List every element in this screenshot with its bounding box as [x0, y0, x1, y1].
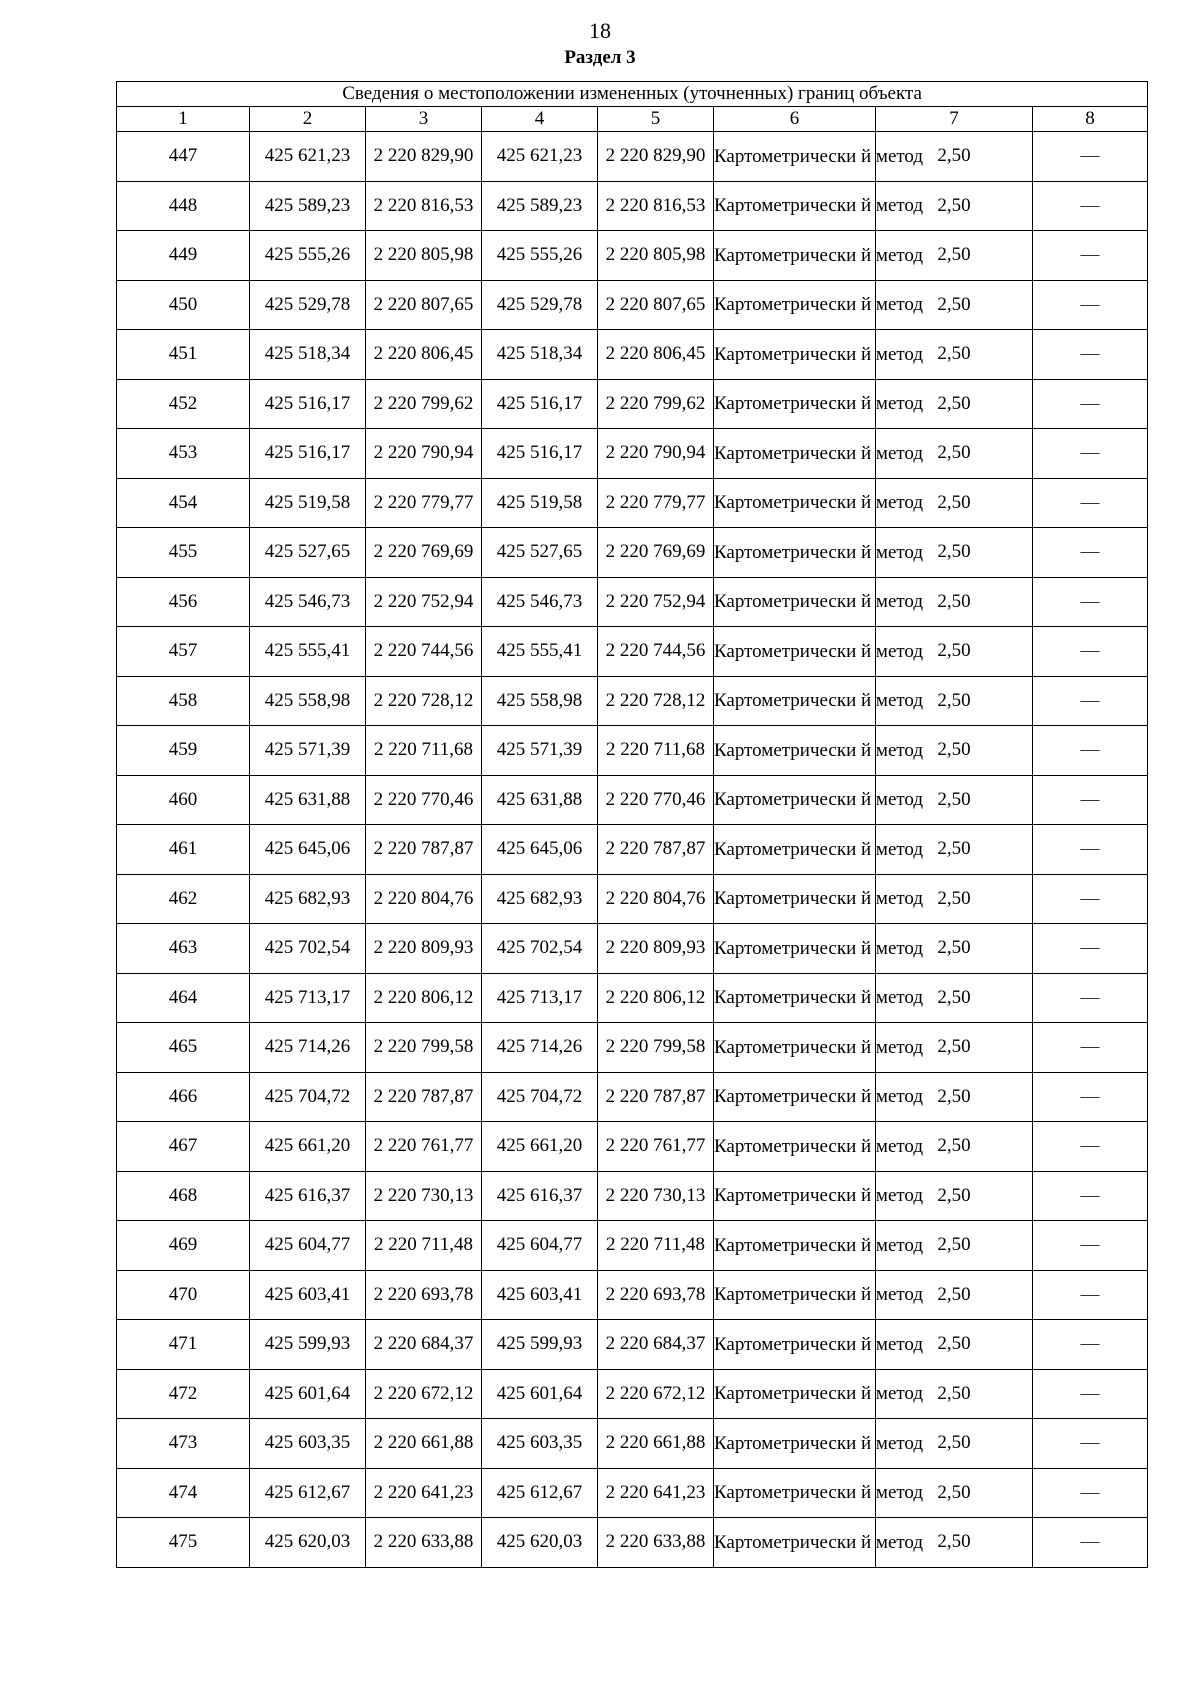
accuracy-cell: 2,50	[876, 280, 1033, 330]
column-number: 4	[482, 107, 598, 132]
note-cell: —	[1033, 1369, 1148, 1419]
existing-x-cell: 425 516,17	[250, 379, 366, 429]
refined-y-cell: 2 220 693,78	[598, 1270, 714, 1320]
table-row	[117, 478, 1148, 528]
note-cell: —	[1033, 726, 1148, 776]
column-number: 7	[876, 107, 1033, 132]
table-row	[117, 1122, 1148, 1172]
accuracy-cell: 2,50	[876, 627, 1033, 677]
note-cell: —	[1033, 627, 1148, 677]
column-number: 3	[366, 107, 482, 132]
note-cell: —	[1033, 1221, 1148, 1271]
existing-x-cell: 425 682,93	[250, 874, 366, 924]
column-number: 8	[1033, 107, 1148, 132]
table-caption: Сведения о местоположении измененных (уточненных) границ объекта	[117, 82, 1148, 107]
point-number-cell: 457	[117, 627, 250, 677]
method-cell: Картометрически й метод	[714, 1468, 876, 1518]
existing-y-cell: 2 220 752,94	[366, 577, 482, 627]
note-cell: —	[1033, 181, 1148, 231]
accuracy-cell: 2,50	[876, 1072, 1033, 1122]
accuracy-cell: 2,50	[876, 726, 1033, 776]
note-cell: —	[1033, 1171, 1148, 1221]
point-number-cell: 474	[117, 1468, 250, 1518]
refined-x-cell: 425 527,65	[482, 528, 598, 578]
method-cell: Картометрически й метод	[714, 1419, 876, 1469]
refined-y-cell: 2 220 633,88	[598, 1518, 714, 1568]
table-row	[117, 181, 1148, 231]
note-cell: —	[1033, 280, 1148, 330]
accuracy-cell: 2,50	[876, 231, 1033, 281]
column-number-row	[117, 107, 1148, 132]
existing-y-cell: 2 220 684,37	[366, 1320, 482, 1370]
note-cell: —	[1033, 676, 1148, 726]
existing-x-cell: 425 714,26	[250, 1023, 366, 1073]
existing-x-cell: 425 661,20	[250, 1122, 366, 1172]
existing-y-cell: 2 220 672,12	[366, 1369, 482, 1419]
refined-y-cell: 2 220 730,13	[598, 1171, 714, 1221]
refined-x-cell: 425 702,54	[482, 924, 598, 974]
table-row	[117, 429, 1148, 479]
note-cell: —	[1033, 1023, 1148, 1073]
table-row	[117, 874, 1148, 924]
table-row	[117, 231, 1148, 281]
existing-y-cell: 2 220 633,88	[366, 1518, 482, 1568]
accuracy-cell: 2,50	[876, 1023, 1033, 1073]
existing-x-cell: 425 603,35	[250, 1419, 366, 1469]
refined-y-cell: 2 220 809,93	[598, 924, 714, 974]
method-cell: Картометрически й метод	[714, 1221, 876, 1271]
accuracy-cell: 2,50	[876, 1122, 1033, 1172]
table-row	[117, 676, 1148, 726]
column-number: 6	[714, 107, 876, 132]
refined-x-cell: 425 616,37	[482, 1171, 598, 1221]
existing-x-cell: 425 555,41	[250, 627, 366, 677]
refined-y-cell: 2 220 728,12	[598, 676, 714, 726]
accuracy-cell: 2,50	[876, 1468, 1033, 1518]
refined-x-cell: 425 599,93	[482, 1320, 598, 1370]
note-cell: —	[1033, 231, 1148, 281]
existing-y-cell: 2 220 829,90	[366, 132, 482, 182]
accuracy-cell: 2,50	[876, 1518, 1033, 1568]
accuracy-cell: 2,50	[876, 1171, 1033, 1221]
point-number-cell: 455	[117, 528, 250, 578]
refined-x-cell: 425 555,41	[482, 627, 598, 677]
refined-y-cell: 2 220 790,94	[598, 429, 714, 479]
existing-y-cell: 2 220 787,87	[366, 1072, 482, 1122]
existing-x-cell: 425 546,73	[250, 577, 366, 627]
point-number-cell: 453	[117, 429, 250, 479]
existing-x-cell: 425 713,17	[250, 973, 366, 1023]
refined-y-cell: 2 220 744,56	[598, 627, 714, 677]
accuracy-cell: 2,50	[876, 478, 1033, 528]
method-cell: Картометрически й метод	[714, 775, 876, 825]
existing-x-cell: 425 702,54	[250, 924, 366, 974]
refined-x-cell: 425 661,20	[482, 1122, 598, 1172]
refined-y-cell: 2 220 711,48	[598, 1221, 714, 1271]
table-row	[117, 1419, 1148, 1469]
note-cell: —	[1033, 1320, 1148, 1370]
refined-x-cell: 425 631,88	[482, 775, 598, 825]
refined-y-cell: 2 220 672,12	[598, 1369, 714, 1419]
point-number-cell: 447	[117, 132, 250, 182]
existing-y-cell: 2 220 693,78	[366, 1270, 482, 1320]
table-row	[117, 1468, 1148, 1518]
existing-x-cell: 425 616,37	[250, 1171, 366, 1221]
accuracy-cell: 2,50	[876, 181, 1033, 231]
refined-y-cell: 2 220 804,76	[598, 874, 714, 924]
existing-y-cell: 2 220 779,77	[366, 478, 482, 528]
existing-x-cell: 425 555,26	[250, 231, 366, 281]
existing-x-cell: 425 601,64	[250, 1369, 366, 1419]
refined-y-cell: 2 220 770,46	[598, 775, 714, 825]
note-cell: —	[1033, 132, 1148, 182]
refined-x-cell: 425 516,17	[482, 429, 598, 479]
existing-y-cell: 2 220 711,48	[366, 1221, 482, 1271]
refined-x-cell: 425 558,98	[482, 676, 598, 726]
point-number-cell: 471	[117, 1320, 250, 1370]
refined-y-cell: 2 220 799,58	[598, 1023, 714, 1073]
column-number: 2	[250, 107, 366, 132]
method-cell: Картометрически й метод	[714, 726, 876, 776]
note-cell: —	[1033, 924, 1148, 974]
existing-x-cell: 425 604,77	[250, 1221, 366, 1271]
table-row	[117, 726, 1148, 776]
refined-y-cell: 2 220 805,98	[598, 231, 714, 281]
point-number-cell: 454	[117, 478, 250, 528]
table-row	[117, 1369, 1148, 1419]
method-cell: Картометрически й метод	[714, 973, 876, 1023]
accuracy-cell: 2,50	[876, 379, 1033, 429]
table-row	[117, 330, 1148, 380]
method-cell: Картометрически й метод	[714, 627, 876, 677]
accuracy-cell: 2,50	[876, 330, 1033, 380]
existing-x-cell: 425 603,41	[250, 1270, 366, 1320]
point-number-cell: 458	[117, 676, 250, 726]
refined-y-cell: 2 220 769,69	[598, 528, 714, 578]
accuracy-cell: 2,50	[876, 874, 1033, 924]
column-number: 5	[598, 107, 714, 132]
existing-x-cell: 425 620,03	[250, 1518, 366, 1568]
table-row	[117, 1320, 1148, 1370]
point-number-cell: 461	[117, 825, 250, 875]
existing-y-cell: 2 220 790,94	[366, 429, 482, 479]
refined-x-cell: 425 518,34	[482, 330, 598, 380]
existing-y-cell: 2 220 799,58	[366, 1023, 482, 1073]
accuracy-cell: 2,50	[876, 132, 1033, 182]
accuracy-cell: 2,50	[876, 1320, 1033, 1370]
table-row	[117, 825, 1148, 875]
method-cell: Картометрически й метод	[714, 330, 876, 380]
refined-x-cell: 425 682,93	[482, 874, 598, 924]
refined-x-cell: 425 603,35	[482, 1419, 598, 1469]
table-row	[117, 1221, 1148, 1271]
refined-x-cell: 425 519,58	[482, 478, 598, 528]
existing-y-cell: 2 220 761,77	[366, 1122, 482, 1172]
method-cell: Картометрически й метод	[714, 429, 876, 479]
existing-x-cell: 425 558,98	[250, 676, 366, 726]
refined-y-cell: 2 220 806,12	[598, 973, 714, 1023]
refined-x-cell: 425 571,39	[482, 726, 598, 776]
accuracy-cell: 2,50	[876, 528, 1033, 578]
table-row	[117, 280, 1148, 330]
refined-y-cell: 2 220 799,62	[598, 379, 714, 429]
accuracy-cell: 2,50	[876, 577, 1033, 627]
point-number-cell: 448	[117, 181, 250, 231]
point-number-cell: 473	[117, 1419, 250, 1469]
point-number-cell: 460	[117, 775, 250, 825]
existing-x-cell: 425 612,67	[250, 1468, 366, 1518]
accuracy-cell: 2,50	[876, 676, 1033, 726]
method-cell: Картометрически й метод	[714, 181, 876, 231]
existing-y-cell: 2 220 770,46	[366, 775, 482, 825]
refined-y-cell: 2 220 806,45	[598, 330, 714, 380]
refined-x-cell: 425 603,41	[482, 1270, 598, 1320]
accuracy-cell: 2,50	[876, 775, 1033, 825]
existing-x-cell: 425 571,39	[250, 726, 366, 776]
table-row	[117, 528, 1148, 578]
note-cell: —	[1033, 577, 1148, 627]
table-row	[117, 577, 1148, 627]
point-number-cell: 459	[117, 726, 250, 776]
accuracy-cell: 2,50	[876, 1419, 1033, 1469]
method-cell: Картометрически й метод	[714, 379, 876, 429]
point-number-cell: 466	[117, 1072, 250, 1122]
refined-y-cell: 2 220 787,87	[598, 825, 714, 875]
refined-x-cell: 425 589,23	[482, 181, 598, 231]
point-number-cell: 467	[117, 1122, 250, 1172]
note-cell: —	[1033, 775, 1148, 825]
method-cell: Картометрически й метод	[714, 1171, 876, 1221]
refined-x-cell: 425 621,23	[482, 132, 598, 182]
refined-y-cell: 2 220 761,77	[598, 1122, 714, 1172]
column-number: 1	[117, 107, 250, 132]
accuracy-cell: 2,50	[876, 1270, 1033, 1320]
table-row	[117, 1518, 1148, 1568]
refined-x-cell: 425 645,06	[482, 825, 598, 875]
table-row	[117, 775, 1148, 825]
existing-y-cell: 2 220 805,98	[366, 231, 482, 281]
table-body	[117, 132, 1148, 1568]
table-row	[117, 132, 1148, 182]
method-cell: Картометрически й метод	[714, 577, 876, 627]
boundary-coordinates-table	[116, 81, 1148, 1568]
point-number-cell: 465	[117, 1023, 250, 1073]
existing-y-cell: 2 220 769,69	[366, 528, 482, 578]
method-cell: Картометрически й метод	[714, 528, 876, 578]
existing-x-cell: 425 527,65	[250, 528, 366, 578]
note-cell: —	[1033, 1468, 1148, 1518]
point-number-cell: 463	[117, 924, 250, 974]
method-cell: Картометрически й метод	[714, 1122, 876, 1172]
refined-x-cell: 425 620,03	[482, 1518, 598, 1568]
method-cell: Картометрически й метод	[714, 1270, 876, 1320]
table-row	[117, 1270, 1148, 1320]
note-cell: —	[1033, 429, 1148, 479]
method-cell: Картометрически й метод	[714, 1320, 876, 1370]
refined-y-cell: 2 220 807,65	[598, 280, 714, 330]
note-cell: —	[1033, 1518, 1148, 1568]
method-cell: Картометрически й метод	[714, 478, 876, 528]
existing-y-cell: 2 220 806,45	[366, 330, 482, 380]
existing-x-cell: 425 589,23	[250, 181, 366, 231]
refined-x-cell: 425 516,17	[482, 379, 598, 429]
refined-x-cell: 425 555,26	[482, 231, 598, 281]
refined-x-cell: 425 604,77	[482, 1221, 598, 1271]
method-cell: Картометрически й метод	[714, 1369, 876, 1419]
existing-y-cell: 2 220 744,56	[366, 627, 482, 677]
table-row	[117, 379, 1148, 429]
point-number-cell: 468	[117, 1171, 250, 1221]
point-number-cell: 472	[117, 1369, 250, 1419]
note-cell: —	[1033, 330, 1148, 380]
accuracy-cell: 2,50	[876, 825, 1033, 875]
existing-y-cell: 2 220 661,88	[366, 1419, 482, 1469]
note-cell: —	[1033, 528, 1148, 578]
note-cell: —	[1033, 1122, 1148, 1172]
note-cell: —	[1033, 874, 1148, 924]
accuracy-cell: 2,50	[876, 1369, 1033, 1419]
existing-x-cell: 425 516,17	[250, 429, 366, 479]
existing-y-cell: 2 220 787,87	[366, 825, 482, 875]
note-cell: —	[1033, 1419, 1148, 1469]
note-cell: —	[1033, 973, 1148, 1023]
note-cell: —	[1033, 379, 1148, 429]
point-number-cell: 449	[117, 231, 250, 281]
method-cell: Картометрически й метод	[714, 1518, 876, 1568]
refined-x-cell: 425 601,64	[482, 1369, 598, 1419]
table-row	[117, 1171, 1148, 1221]
method-cell: Картометрически й метод	[714, 874, 876, 924]
method-cell: Картометрически й метод	[714, 1072, 876, 1122]
table-caption-row	[117, 82, 1148, 107]
existing-y-cell: 2 220 816,53	[366, 181, 482, 231]
existing-x-cell: 425 631,88	[250, 775, 366, 825]
existing-y-cell: 2 220 641,23	[366, 1468, 482, 1518]
point-number-cell: 462	[117, 874, 250, 924]
note-cell: —	[1033, 478, 1148, 528]
method-cell: Картометрически й метод	[714, 280, 876, 330]
existing-x-cell: 425 704,72	[250, 1072, 366, 1122]
refined-x-cell: 425 529,78	[482, 280, 598, 330]
note-cell: —	[1033, 1072, 1148, 1122]
refined-y-cell: 2 220 752,94	[598, 577, 714, 627]
refined-y-cell: 2 220 829,90	[598, 132, 714, 182]
table-row	[117, 973, 1148, 1023]
existing-y-cell: 2 220 728,12	[366, 676, 482, 726]
refined-x-cell: 425 704,72	[482, 1072, 598, 1122]
note-cell: —	[1033, 825, 1148, 875]
method-cell: Картометрически й метод	[714, 231, 876, 281]
method-cell: Картометрически й метод	[714, 676, 876, 726]
existing-y-cell: 2 220 730,13	[366, 1171, 482, 1221]
existing-y-cell: 2 220 809,93	[366, 924, 482, 974]
refined-y-cell: 2 220 684,37	[598, 1320, 714, 1370]
refined-y-cell: 2 220 816,53	[598, 181, 714, 231]
refined-x-cell: 425 546,73	[482, 577, 598, 627]
refined-y-cell: 2 220 779,77	[598, 478, 714, 528]
accuracy-cell: 2,50	[876, 1221, 1033, 1271]
method-cell: Картометрически й метод	[714, 132, 876, 182]
point-number-cell: 451	[117, 330, 250, 380]
point-number-cell: 470	[117, 1270, 250, 1320]
note-cell: —	[1033, 1270, 1148, 1320]
refined-x-cell: 425 714,26	[482, 1023, 598, 1073]
point-number-cell: 452	[117, 379, 250, 429]
point-number-cell: 450	[117, 280, 250, 330]
existing-y-cell: 2 220 711,68	[366, 726, 482, 776]
accuracy-cell: 2,50	[876, 973, 1033, 1023]
existing-x-cell: 425 529,78	[250, 280, 366, 330]
table-row	[117, 1023, 1148, 1073]
table-row	[117, 1072, 1148, 1122]
refined-y-cell: 2 220 711,68	[598, 726, 714, 776]
refined-x-cell: 425 612,67	[482, 1468, 598, 1518]
accuracy-cell: 2,50	[876, 429, 1033, 479]
existing-x-cell: 425 645,06	[250, 825, 366, 875]
table-row	[117, 627, 1148, 677]
page-number: 18	[589, 18, 611, 43]
refined-y-cell: 2 220 787,87	[598, 1072, 714, 1122]
accuracy-cell: 2,50	[876, 924, 1033, 974]
method-cell: Картометрически й метод	[714, 924, 876, 974]
existing-y-cell: 2 220 806,12	[366, 973, 482, 1023]
table-row	[117, 924, 1148, 974]
refined-y-cell: 2 220 661,88	[598, 1419, 714, 1469]
existing-y-cell: 2 220 799,62	[366, 379, 482, 429]
existing-y-cell: 2 220 804,76	[366, 874, 482, 924]
existing-x-cell: 425 519,58	[250, 478, 366, 528]
refined-y-cell: 2 220 641,23	[598, 1468, 714, 1518]
section-title: Раздел 3	[564, 47, 636, 68]
existing-x-cell: 425 621,23	[250, 132, 366, 182]
existing-x-cell: 425 599,93	[250, 1320, 366, 1370]
point-number-cell: 469	[117, 1221, 250, 1271]
existing-x-cell: 425 518,34	[250, 330, 366, 380]
method-cell: Картометрически й метод	[714, 1023, 876, 1073]
point-number-cell: 456	[117, 577, 250, 627]
refined-x-cell: 425 713,17	[482, 973, 598, 1023]
method-cell: Картометрически й метод	[714, 825, 876, 875]
point-number-cell: 464	[117, 973, 250, 1023]
existing-y-cell: 2 220 807,65	[366, 280, 482, 330]
point-number-cell: 475	[117, 1518, 250, 1568]
